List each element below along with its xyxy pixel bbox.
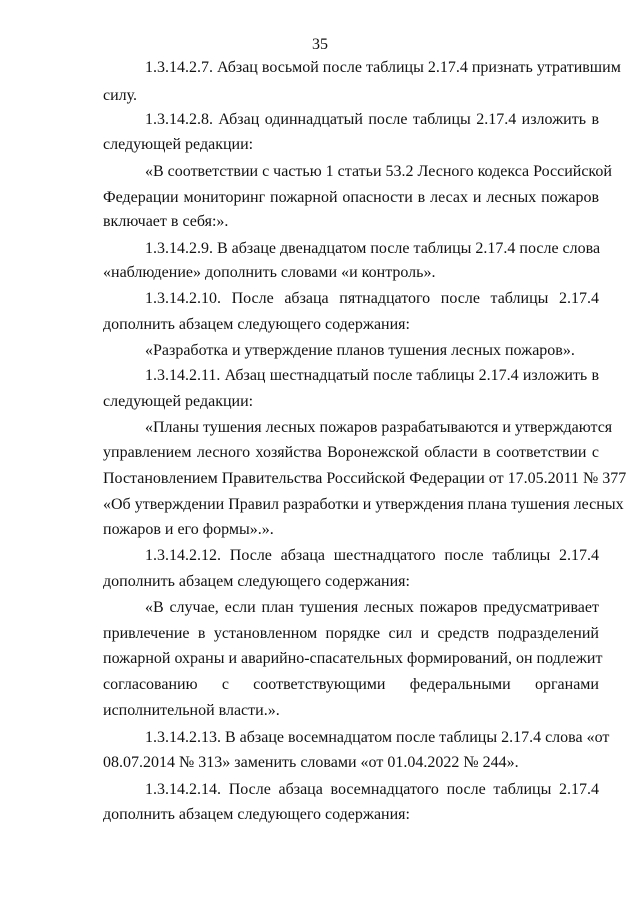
- text-line: «наблюдение» дополнить словами «и контроль».: [103, 264, 436, 281]
- text-line: следующей редакции:: [103, 136, 254, 153]
- text-line: «В соответствии с частью 1 статьи 53.2 Лесного кодекса Российской: [145, 163, 612, 180]
- text-line: согласованию с соответствующими федеральными органами: [103, 676, 599, 693]
- text-line: дополнить абзацем следующего содержания:: [103, 806, 410, 823]
- text-line: «Об утверждении Правил разработки и утверждения плана тушения лесных: [103, 496, 624, 513]
- text-line: 1.3.14.2.13. В абзаце восемнадцатом после таблицы 2.17.4 слова «от: [145, 729, 610, 746]
- text-line: «Планы тушения лесных пожаров разрабатываются и утверждаются: [145, 419, 613, 436]
- text-line: 1.3.14.2.8. Абзац одиннадцатый после таблицы 2.17.4 изложить в: [145, 111, 599, 128]
- text-line: 1.3.14.2.12. После абзаца шестнадцатого после таблицы 2.17.4: [145, 547, 599, 564]
- text-line: управлением лесного хозяйства Воронежской области в соответствии с: [103, 444, 599, 461]
- text-line: 1.3.14.2.11. Абзац шестнадцатый после таблицы 2.17.4 изложить в: [145, 367, 599, 384]
- text-line: «Разработка и утверждение планов тушения лесных пожаров».: [145, 342, 575, 359]
- text-line: дополнить абзацем следующего содержания:: [103, 573, 410, 590]
- text-line: 1.3.14.2.9. В абзаце двенадцатом после таблицы 2.17.4 после слова: [145, 240, 601, 257]
- text-line: привлечение в установленном порядке сил и средств подразделений: [103, 625, 599, 642]
- page-number: 35: [312, 36, 328, 53]
- text-line: силу.: [103, 87, 138, 104]
- text-line: пожаров и его формы».».: [103, 521, 274, 538]
- text-line: 08.07.2014 № 313» заменить словами «от 01.04.2022 № 244».: [103, 754, 519, 771]
- text-line: Постановлением Правительства Российской Федерации от 17.05.2011 № 377: [103, 470, 627, 487]
- text-line: дополнить абзацем следующего содержания:: [103, 316, 410, 333]
- text-line: пожарной охраны и аварийно-спасательных формирований, он подлежит: [103, 650, 603, 667]
- text-line: 1.3.14.2.10. После абзаца пятнадцатого после таблицы 2.17.4: [145, 290, 599, 307]
- text-line: исполнительной власти.».: [103, 702, 280, 719]
- text-line: включает в себя:».: [103, 213, 229, 230]
- text-line: следующей редакции:: [103, 393, 254, 410]
- text-line: «В случае, если план тушения лесных пожаров предусматривает: [145, 599, 599, 616]
- text-line: 1.3.14.2.7. Абзац восьмой после таблицы 2.17.4 признать утратившим: [145, 59, 621, 76]
- text-line: Федерации мониторинг пожарной опасности в лесах и лесных пожаров: [103, 189, 599, 206]
- text-line: 1.3.14.2.14. После абзаца восемнадцатого после таблицы 2.17.4: [145, 781, 599, 798]
